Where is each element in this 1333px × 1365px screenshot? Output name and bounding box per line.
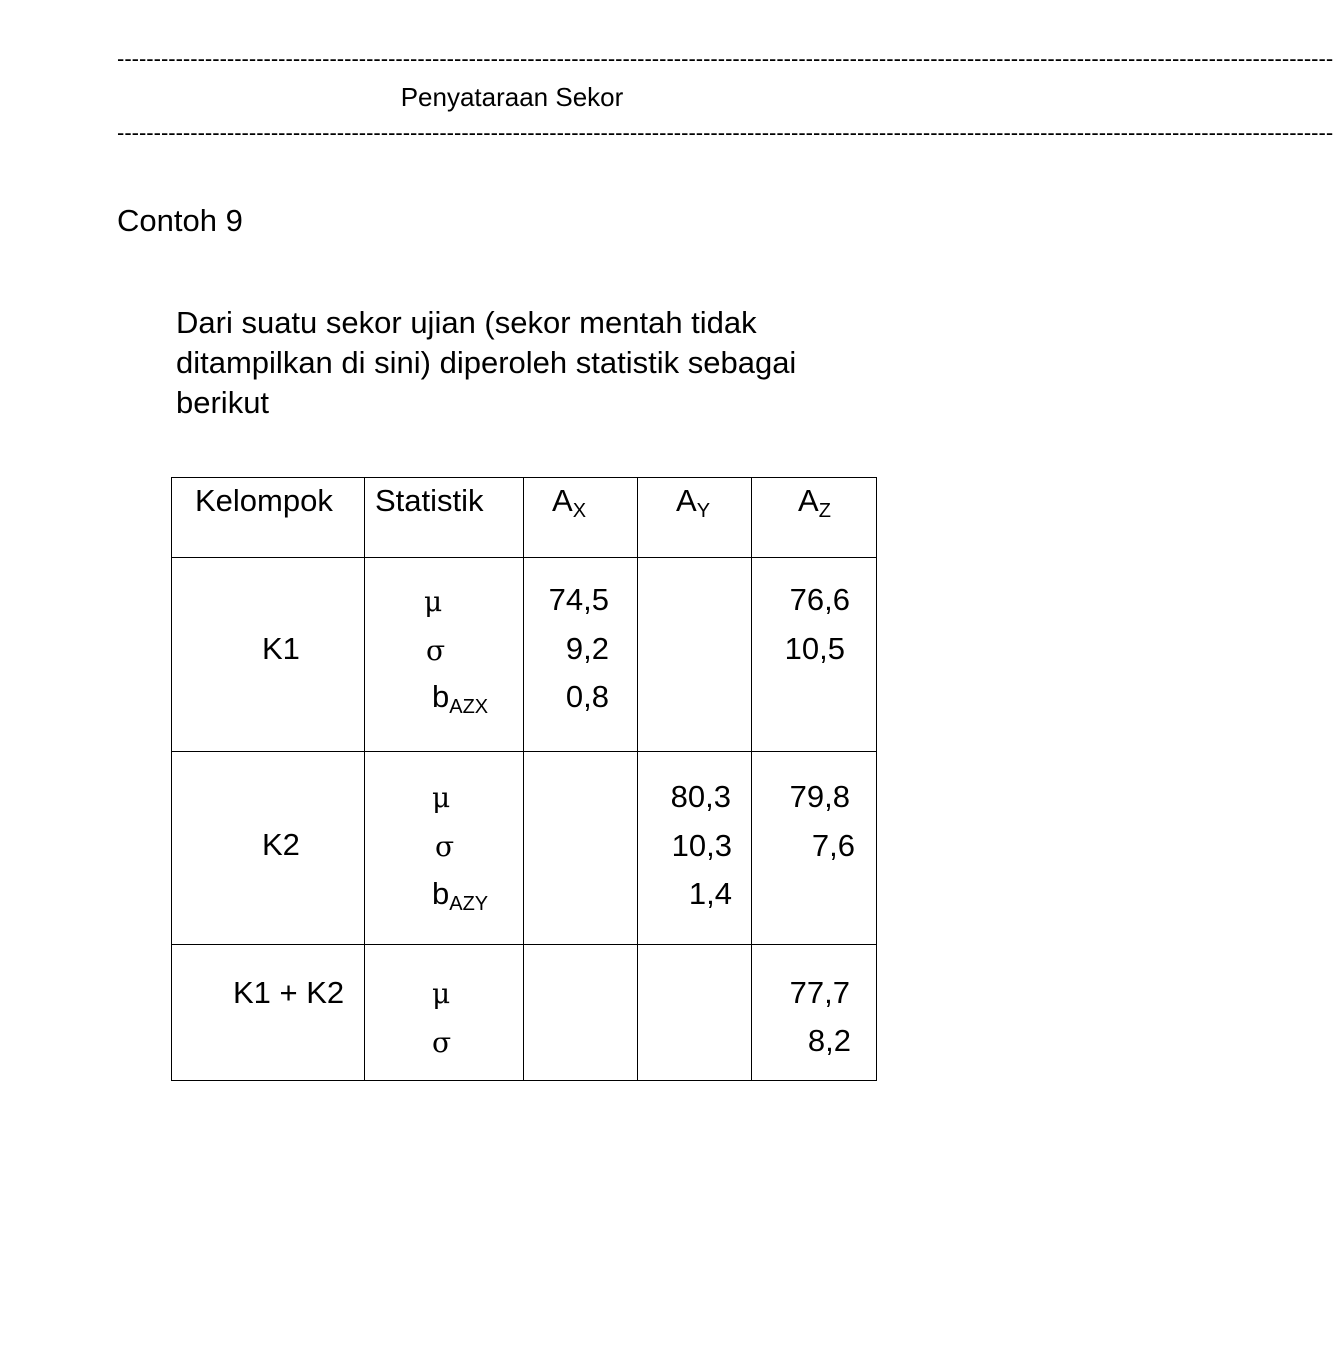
header-ax: $A_X$ <box>552 483 587 522</box>
row-k2-ay-b: 1,4 <box>688 876 732 911</box>
row-k1k2-mu: μ <box>432 977 451 1010</box>
header-title: Penyataraan Sekor <box>400 82 624 112</box>
row-k2-ay-sigma: 10,3 <box>671 828 732 863</box>
row-k1-b: $b_{AZX}$ <box>432 679 489 718</box>
row-k1-group: K1 <box>262 631 300 666</box>
table-row-divider <box>172 944 876 945</box>
row-k1k2-az-mu: 77,7 <box>789 975 850 1010</box>
row-k2-group: K2 <box>262 827 300 862</box>
row-k2-b: $b_{AZY}$ <box>432 876 489 915</box>
header-kelompok: Kelompok <box>195 483 333 518</box>
row-k1-mu: μ <box>424 585 443 618</box>
row-k1-az-sigma: 10,5 <box>784 631 845 666</box>
header-divider-bottom: ---------------------------------------------------------------------------------------------------------------------------------------------------------------------- <box>117 120 1333 145</box>
row-k2-sigma: σ <box>435 830 455 863</box>
row-k2-ay-mu: 80,3 <box>670 779 731 814</box>
row-k1-ax-mu: 74,5 <box>548 582 609 617</box>
row-k1-ax-sigma: 9,2 <box>565 631 609 666</box>
table-column-divider <box>637 478 638 1080</box>
row-k1-ax-b: 0,8 <box>565 679 609 714</box>
example-title: Contoh 9 <box>117 203 243 238</box>
row-k1-az-mu: 76,6 <box>789 582 850 617</box>
row-k1-sigma: σ <box>426 634 446 667</box>
row-k2-az-sigma: 7,6 <box>811 828 855 863</box>
row-k2-mu: μ <box>432 781 451 814</box>
row-k2-az-mu: 79,8 <box>789 779 850 814</box>
header-az: $A_Z$ <box>798 483 831 522</box>
intro-paragraph: Dari suatu sekor ujian (sekor mentah tidak ditampilkan di sini) diperoleh statistik sebagai berikut <box>176 305 797 420</box>
header-statistik: Statistik <box>375 483 484 518</box>
row-k1k2-az-sigma: 8,2 <box>807 1023 851 1058</box>
table-column-divider <box>523 478 524 1080</box>
row-k1k2-group: K1 + K2 <box>233 975 345 1010</box>
table-column-divider <box>751 478 752 1080</box>
table-column-divider <box>364 478 365 1080</box>
header-divider-top: ---------------------------------------------------------------------------------------------------------------------------------------------------------------------- <box>117 46 1333 71</box>
row-k1k2-sigma: σ <box>432 1026 452 1059</box>
table-row-divider <box>172 557 876 558</box>
statistics-table <box>171 477 877 1081</box>
header-ay: $A_Y$ <box>676 483 711 522</box>
table-row-divider <box>172 751 876 752</box>
